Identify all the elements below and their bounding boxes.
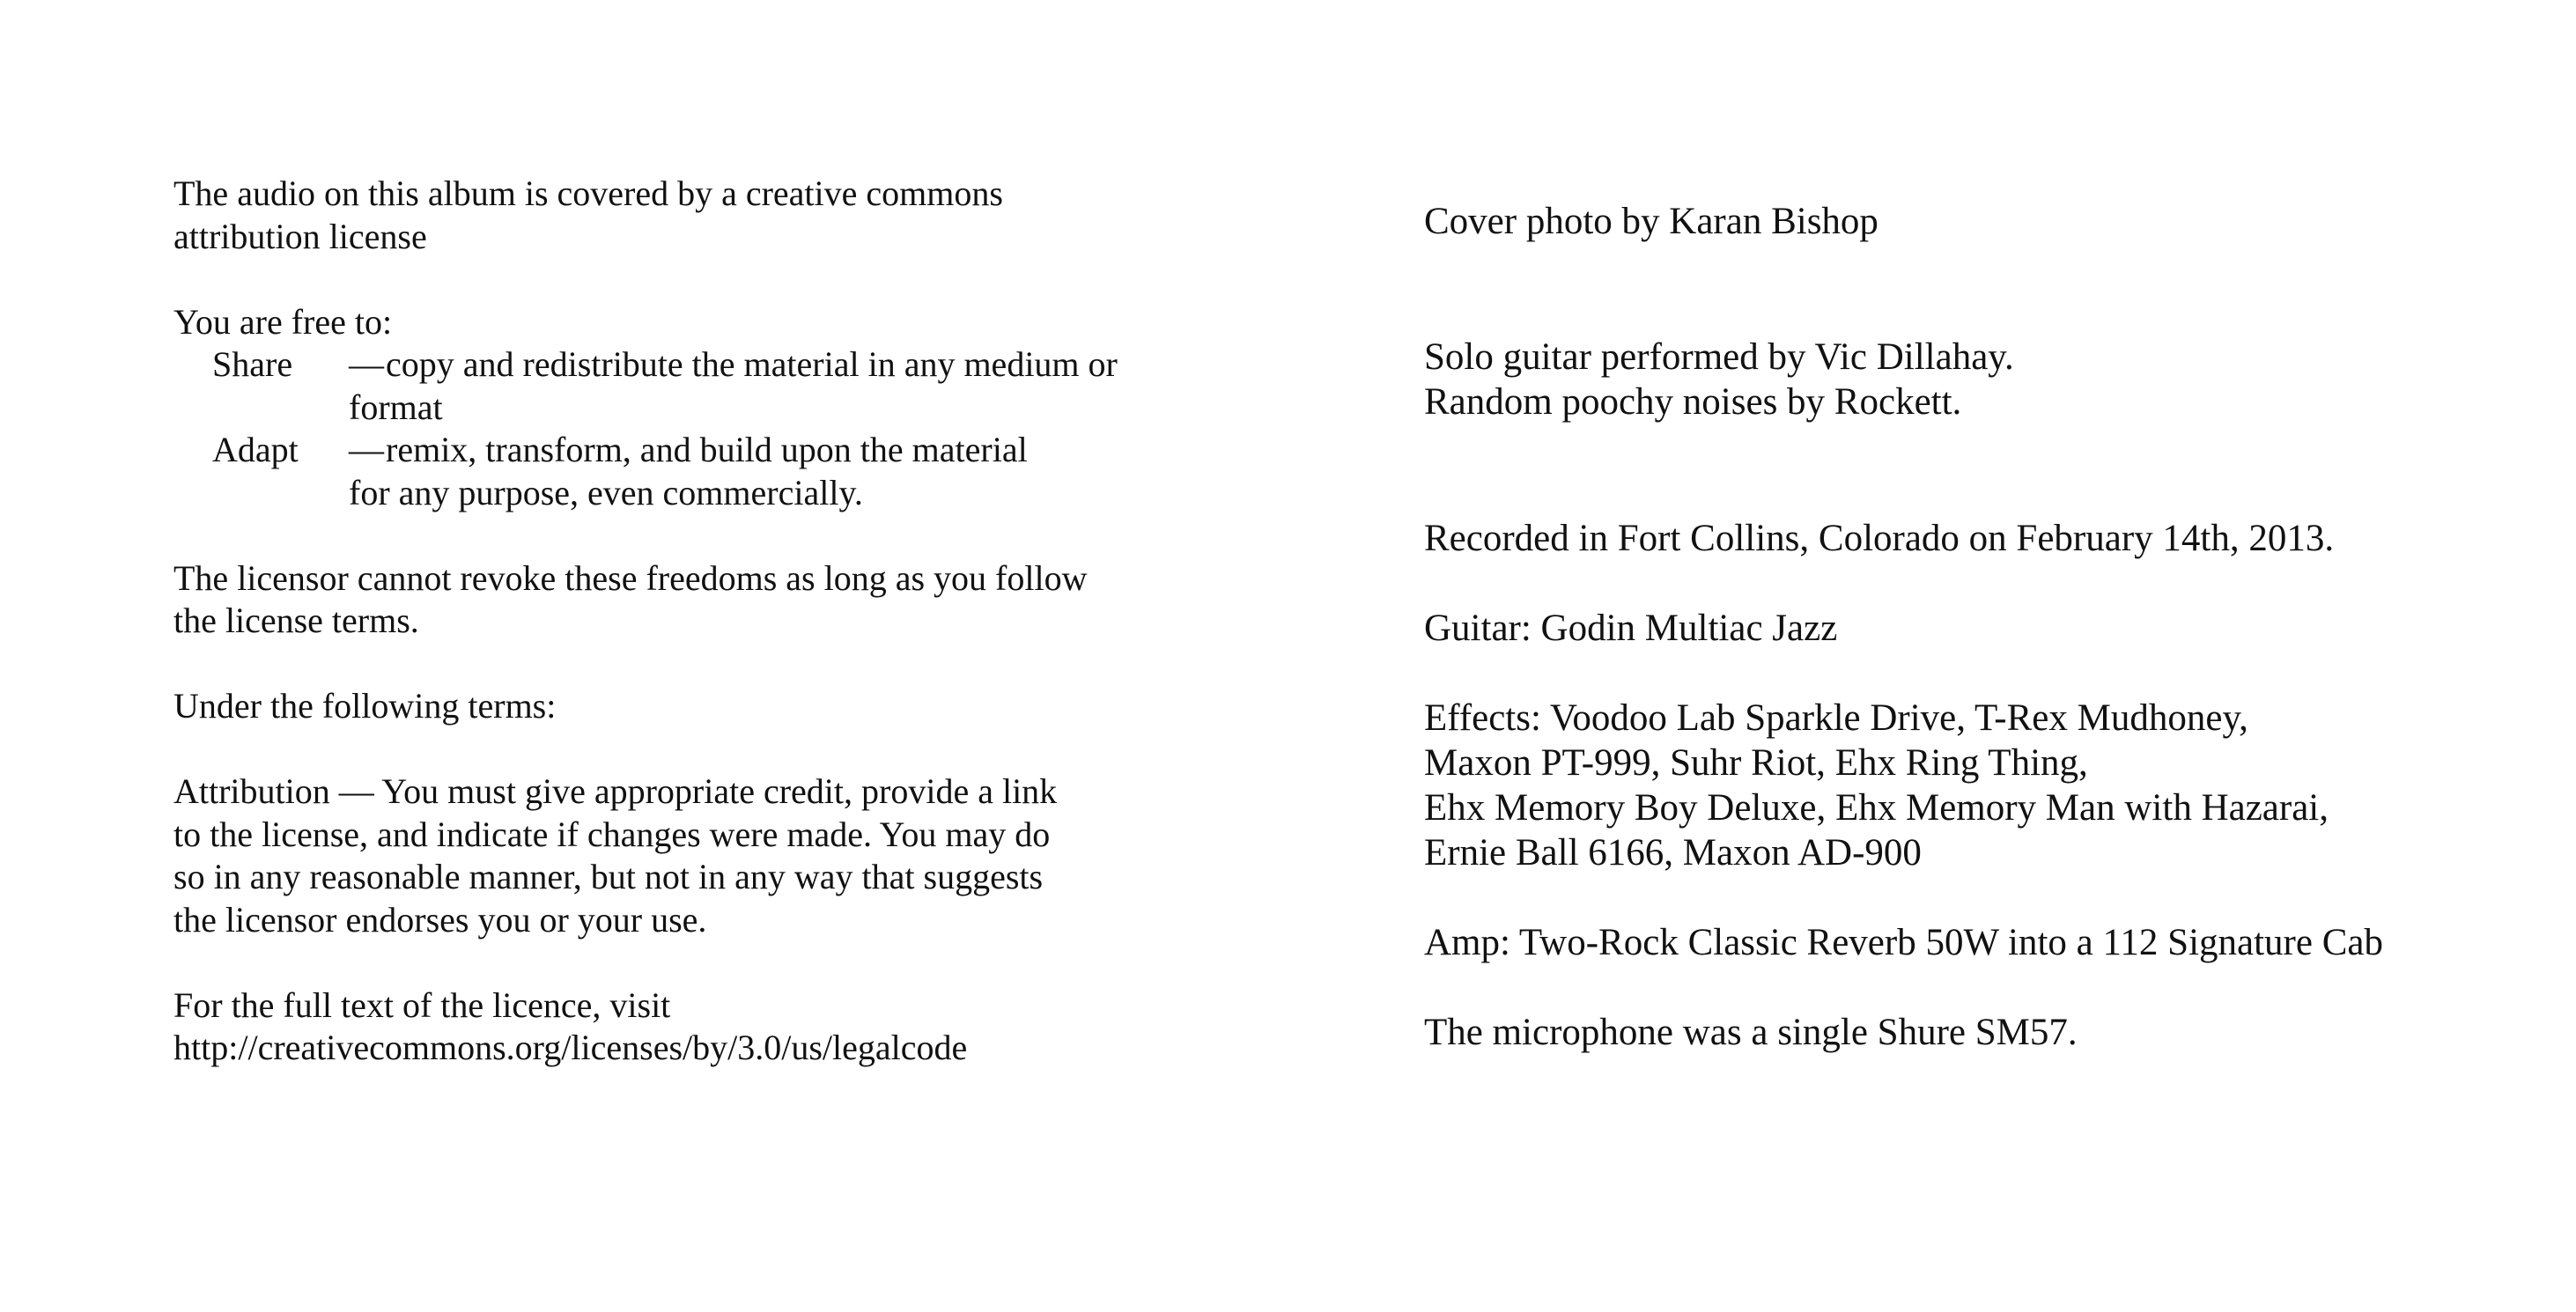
adapt-definition (173, 429, 1186, 472)
performer-credits (1424, 335, 2560, 424)
license-column (173, 173, 1186, 1070)
attribution-term (173, 770, 1186, 941)
share-dash: — (349, 344, 384, 384)
free-to-heading: You are free to: (173, 301, 393, 342)
performer-line: Solo guitar performed by Vic Dillahay. (1424, 336, 2014, 378)
adapt-description-line: remix, transform, and build upon the material (386, 430, 1028, 469)
revoke-notice-line: the license terms. (173, 601, 419, 640)
paragraph-gap (1424, 244, 2560, 335)
attribution-line: Attribution — You must give appropriate credit, provide a link (173, 771, 1058, 811)
guitar-info: Guitar: Godin Multiac Jazz (1424, 608, 1838, 649)
share-term: Share (212, 344, 293, 384)
paragraph-gap (173, 941, 1186, 984)
paragraph-gap (173, 643, 1186, 686)
share-description-line: copy and redistribute the material in any medium or (386, 344, 1118, 384)
attribution-line: the licensor endorses you or your use. (173, 899, 707, 940)
microphone-info: The microphone was a single Shure SM57. (1424, 1012, 2078, 1053)
full-text-line: For the full text of the licence, visit (173, 984, 671, 1025)
effects-line: Ernie Ball 6166, Maxon AD-900 (1424, 832, 1922, 873)
performer-line: Random poochy noises by Rockett. (1424, 381, 1962, 423)
credits-column (1424, 199, 2560, 1055)
license-intro (173, 173, 1186, 258)
revoke-notice-line: The licensor cannot revoke these freedoms as long as you follow (173, 557, 1088, 598)
effects-info (1424, 696, 2560, 875)
paragraph-gap (1424, 875, 2560, 920)
license-intro-line: The audio on this album is covered by a creative commons (173, 173, 1003, 213)
license-url: http://creativecommons.org/licenses/by/3.0/us/legalcode (173, 1028, 968, 1067)
revoke-notice (173, 557, 1186, 643)
amp-info: Amp: Two-Rock Classic Reverb 50W into a 112 Signature Cab (1424, 922, 2383, 963)
license-intro-line: attribution license (173, 216, 427, 256)
share-definition (173, 343, 1186, 387)
terms-heading: Under the following terms: (173, 686, 557, 726)
paragraph-gap (1424, 965, 2560, 1010)
paragraph-gap (1424, 561, 2560, 606)
adapt-description-line: for any purpose, even commercially. (349, 472, 863, 512)
share-description-line: format (349, 387, 443, 427)
attribution-line: so in any reasonable manner, but not in any way that suggests (173, 857, 1044, 896)
paragraph-gap (173, 258, 1186, 301)
adapt-dash: — (349, 430, 384, 469)
cover-photo-credit: Cover photo by Karan Bishop (1424, 201, 1878, 242)
effects-line: Maxon PT-999, Suhr Riot, Ehx Ring Thing, (1424, 742, 2088, 784)
effects-line: Effects: Voodoo Lab Sparkle Drive, T-Rex Mudhoney, (1424, 697, 2248, 739)
adapt-term: Adapt (212, 430, 299, 469)
paragraph-gap (173, 514, 1186, 557)
attribution-line: to the license, and indicate if changes were made. You may do (173, 814, 1051, 854)
recording-info: Recorded in Fort Collins, Colorado on February 14th, 2013. (1424, 518, 2335, 559)
full-text-notice (173, 984, 1186, 1070)
effects-line: Ehx Memory Boy Deluxe, Ehx Memory Man with Hazarai, (1424, 787, 2329, 829)
paragraph-gap (173, 728, 1186, 771)
paragraph-gap (1424, 651, 2560, 696)
paragraph-gap (1424, 424, 2560, 516)
